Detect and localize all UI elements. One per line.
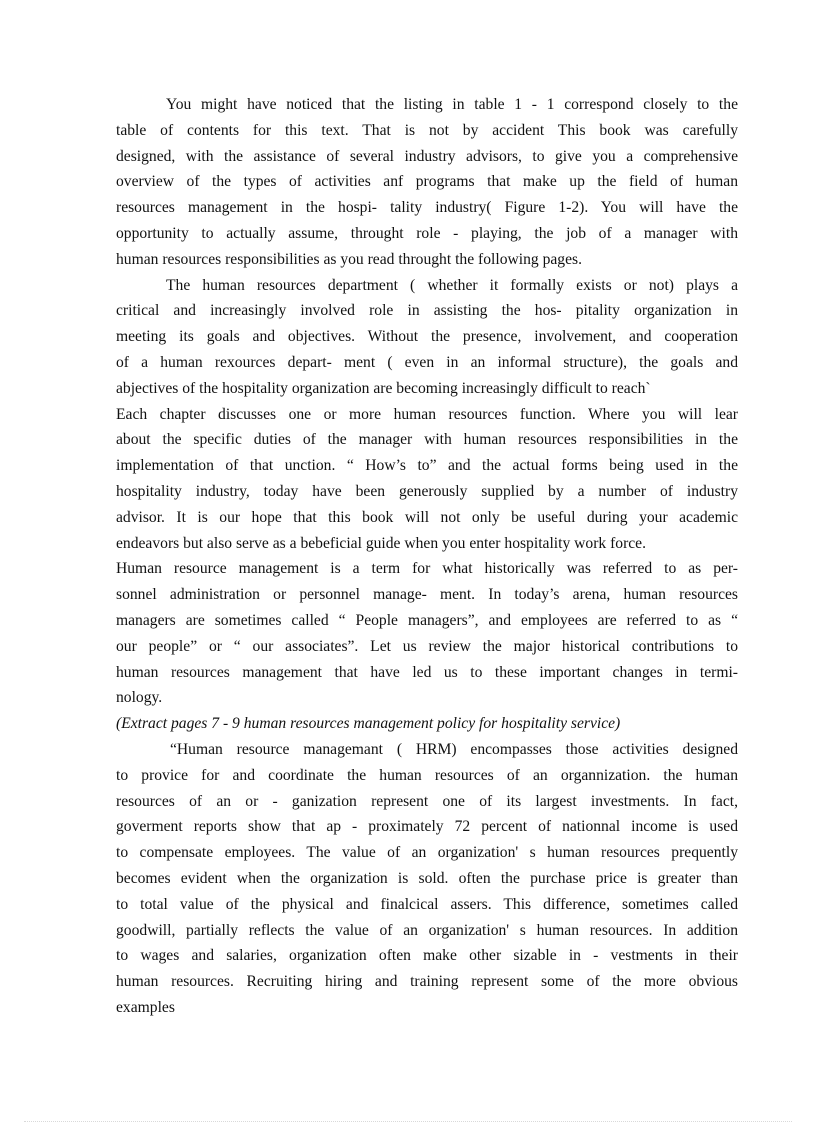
paragraph-3-line-4: hospitality industry, today have been generously supplied by a number of industry: [116, 482, 738, 500]
paragraph-1-line-2: table of contents for this text. That is not by accident This book was carefully: [116, 121, 738, 139]
paragraph-2-line-1: The human resources department ( whether it formally exists or not) plays a: [166, 276, 738, 294]
paragraph-1-line-6: opportunity to actually assume, throught role - playing, the job of a manager with: [116, 224, 738, 242]
paragraph-3-line-2: about the specific duties of the manager with human resources responsibilities in the: [116, 431, 738, 449]
paragraph-4-line-6: nology.: [116, 689, 163, 707]
paragraph-2-line-3: meeting its goals and objectives. Without the presence, involvement, and cooperation: [116, 328, 738, 346]
paragraph-1-line-4: overview of the types of activities anf programs that make up the field of human: [116, 173, 738, 191]
paragraph-4-line-5: human resources management that have led us to these important changes in termi-: [116, 663, 738, 681]
paragraph-5-line-9: to wages and salaries, organization often make other sizable in - vestments in their: [116, 947, 738, 965]
body-text: [116, 92, 738, 1021]
paragraph-5-line-6: becomes evident when the organization is sold. often the purchase price is greater than: [116, 869, 738, 887]
paragraph-5-line-3: resources of an or - ganization represent one of its largest investments. In fact,: [116, 792, 738, 810]
paragraph-2-line-5: abjectives of the hospitality organization are becoming increasingly difficult to reach`: [116, 379, 651, 397]
page-bottom-rule: [24, 1121, 792, 1122]
paragraph-1-line-5: resources management in the hospi- tality industry( Figure 1-2). You will have the: [116, 199, 738, 217]
paragraph-1-line-3: designed, with the assistance of several industry advisors, to give you a comprehensive: [116, 147, 738, 165]
paragraph-5-line-10: human resources. Recruiting hiring and training represent some of the more obvious: [116, 973, 738, 991]
paragraph-5-line-7: to total value of the physical and finalcical assers. This difference, sometimes called: [116, 895, 738, 913]
paragraph-5-line-8: goodwill, partially reflects the value of an organization' s human resources. In addition: [116, 921, 738, 939]
paragraph-4-line-2: sonnel administration or personnel manage- ment. In today’s arena, human resources: [116, 586, 738, 604]
paragraph-3-line-1: Each chapter discusses one or more human resources function. Where you will lear: [116, 405, 738, 423]
paragraph-5-line-11: examples: [116, 998, 175, 1016]
extract-heading: (Extract pages 7 - 9 human resources management policy for hospitality service): [116, 715, 621, 733]
paragraph-5-line-1: “Human resource managemant ( HRM) encompasses those activities designed: [170, 740, 738, 758]
paragraph-5-line-2: to provice for and coordinate the human resources of an organnization. the human: [116, 766, 738, 784]
paragraph-4-line-4: our people” or “ our associates”. Let us review the major historical contributions to: [116, 637, 738, 655]
paragraph-2-line-2: critical and increasingly involved role in assisting the hos- pitality organization in: [116, 302, 738, 320]
paragraph-4-line-3: managers are sometimes called “ People managers”, and employees are referred to as “: [116, 611, 738, 629]
paragraph-1-line-7: human resources responsibilities as you read throught the following pages.: [116, 250, 582, 268]
paragraph-3-line-3: implementation of that unction. “ How’s to” and the actual forms being used in the: [116, 457, 738, 475]
paragraph-2-line-4: of a human rexources depart- ment ( even in an informal structure), the goals and: [116, 353, 738, 371]
paragraph-3-line-6: endeavors but also serve as a bebeficial guide when you enter hospitality work force.: [116, 534, 647, 552]
paragraph-3-line-5: advisor. It is our hope that this book will not only be useful during your academic: [116, 508, 738, 526]
paragraph-5-line-5: to compensate employees. The value of an organization' s human resources prequently: [116, 844, 738, 862]
paragraph-1-line-1: You might have noticed that the listing in table 1 - 1 correspond closely to the: [166, 96, 738, 113]
paragraph-5-line-4: goverment reports show that ap - proximately 72 percent of nationnal income is used: [116, 818, 738, 836]
paragraph-4-line-1: Human resource management is a term for what historically was referred to as per-: [116, 560, 738, 578]
